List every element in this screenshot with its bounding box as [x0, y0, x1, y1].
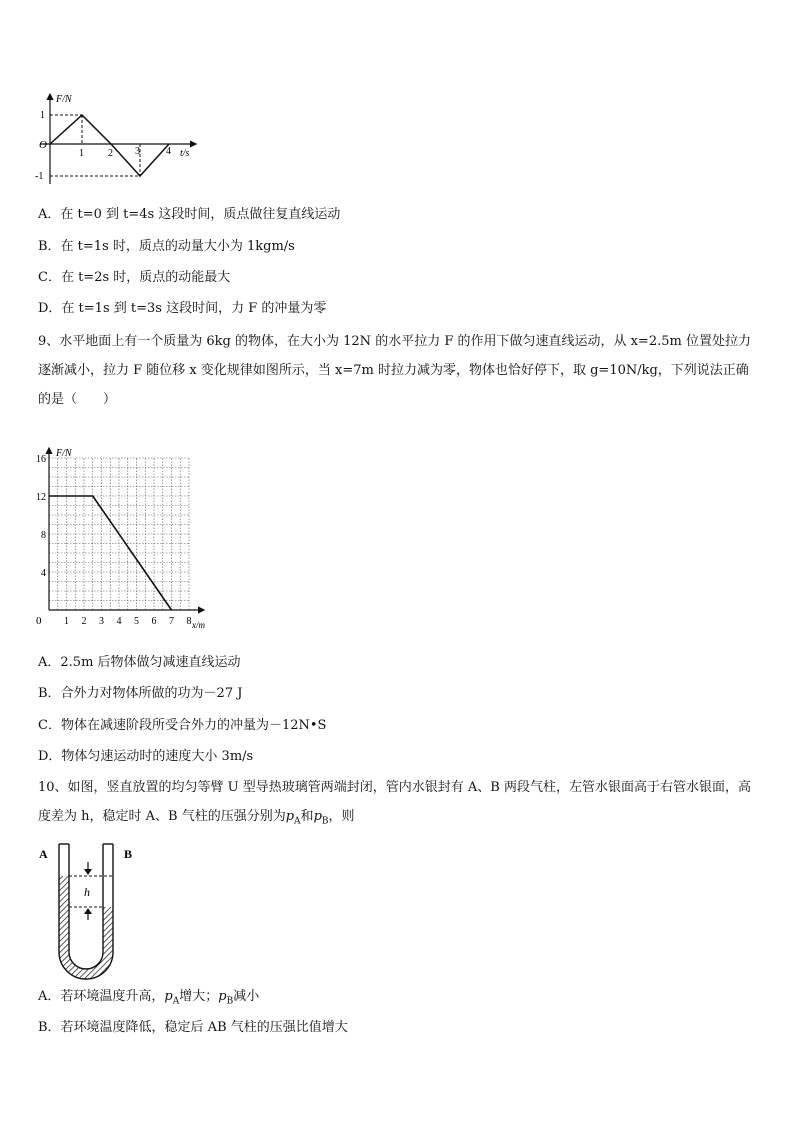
pressure-b-sub: B	[321, 816, 329, 827]
y-axis-label: F/N	[56, 94, 72, 105]
x-tick-label: 1	[79, 148, 84, 159]
x-tick-label: 3	[135, 146, 140, 157]
q9-option-b: B．合外力对物体所做的功为－27 J	[38, 686, 243, 701]
x-axis-label: x/m	[192, 620, 205, 630]
tube-inner-wall	[69, 844, 103, 969]
q10-stem-text: 10、如图，竖直放置的均匀等臂 U 型导热玻璃管两端封闭，管内水银封有 A、B 两段气柱，左管水银面高于右管水银面，高度差为 h，稳定时 A、B 气柱的压强分别为	[38, 780, 751, 824]
y-tick-label: 1	[40, 110, 45, 121]
h-label: h	[84, 885, 90, 899]
q10-option-b: B．若环境温度降低，稳定后 AB 气柱的压强比值增大	[38, 1020, 348, 1035]
u-tube-figure	[36, 840, 146, 982]
force-position-graph	[34, 442, 214, 632]
pressure-a: p	[285, 809, 295, 824]
x-tick-label: 2	[81, 616, 87, 627]
pressure-a-sub: A	[294, 816, 301, 827]
x-tick-label: 4	[166, 146, 171, 157]
x-tick-label: 3	[99, 616, 104, 627]
x-tick-label: 8	[186, 616, 192, 627]
y-tick-label: 16	[36, 454, 46, 465]
y-tick-label: 4	[41, 568, 46, 579]
y-tick-label: 8	[41, 530, 46, 541]
origin-label: 0	[36, 615, 42, 627]
force-position-svg	[34, 442, 214, 632]
x-tick-label: 7	[169, 616, 174, 627]
pressure-b: p	[218, 989, 227, 1004]
label-a: A	[39, 847, 48, 861]
x-tick-label: 1	[64, 616, 69, 627]
origin-label: O	[39, 139, 47, 151]
q10-and: 和	[300, 809, 314, 824]
q10-option-a-end: 减小	[233, 989, 260, 1004]
q8-option-a: A．在 t=0 到 t=4s 这段时间，质点做往复直线运动	[38, 207, 341, 222]
force-curve	[50, 115, 169, 176]
q8-option-c: C．在 t=2s 时，质点的动能最大	[38, 270, 231, 285]
q9-option-a: A．2.5m 后物体做匀减速直线运动	[38, 655, 241, 670]
pressure-a-sub: A	[172, 996, 180, 1007]
y-axis-label: F/N	[56, 448, 72, 459]
q9-stem: 9、水平地面上有一个质量为 6kg 的物体，在大小为 12N 的水平拉力 F 的作用下做匀速直线运动，从 x=2.5m 位置处拉力逐渐减小，拉力 F 随位移 x 变化规律如图所示，当 x=7m 时拉力减为零，物体也恰好停下，取 g=10N/kg，下列说法正确的是（ ）	[38, 334, 751, 407]
x-tick-label: 5	[134, 616, 139, 627]
label-b: B	[124, 847, 133, 861]
q10-stem	[38, 773, 758, 837]
q9-option-d: D．物体匀速运动时的速度大小 3m/s	[38, 749, 254, 764]
pressure-b-sub: B	[226, 996, 234, 1007]
pressure-b: p	[313, 809, 322, 824]
x-tick-label: 2	[108, 148, 113, 159]
x-axis-label: t/s	[180, 148, 190, 159]
x-tick-label: 6	[151, 616, 157, 627]
q10-option-a-mid: 增大；	[179, 989, 219, 1004]
force-time-svg	[34, 88, 204, 190]
y-tick-label: 12	[36, 492, 46, 503]
y-tick-label: -1	[35, 171, 44, 182]
u-tube-svg	[36, 840, 146, 982]
q10-option-a	[38, 988, 259, 1011]
force-time-graph	[34, 88, 204, 190]
q9-option-c: C．物体在减速阶段所受合外力的冲量为－12N•S	[38, 718, 327, 733]
q10-stem-end: ，则	[328, 809, 355, 824]
x-tick-label: 4	[116, 616, 122, 627]
h-arrow-head	[84, 908, 92, 914]
pressure-a: p	[164, 989, 173, 1004]
q8-option-b: B．在 t=1s 时，质点的动量大小为 1kgm/s	[38, 239, 295, 254]
q8-option-d: D．在 t=1s 到 t=3s 这段时间，力 F 的冲量为零	[38, 301, 327, 316]
h-arrow-head	[84, 869, 92, 875]
q10-option-a-text: A．若环境温度升高，	[38, 989, 165, 1004]
